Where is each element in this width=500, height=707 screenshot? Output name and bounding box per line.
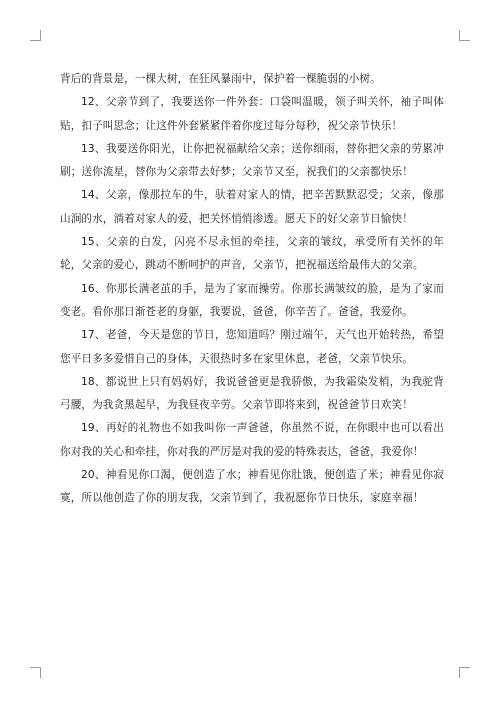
paragraph-continuation: 背后的背景是，一棵大树，在狂风暴雨中，保护着一棵脆弱的小树。 bbox=[60, 73, 381, 85]
document-body bbox=[60, 68, 444, 511]
paragraph-15: 15、父亲的白发，闪亮不尽永恒的牵挂，父亲的皱纹，承受所有关怀的年轮，父亲的爱心，跳动不断呵护的声音，父亲节，把祝福送给最伟大的父亲。 bbox=[60, 236, 444, 272]
paragraph-12: 12、父亲节到了，我要送你一件外套：口袋叫温暖，领子叫关怀，袖子叫体贴，扣子叫思念；让这件外套紧紧伴着你度过每分每秒，祝父亲节快乐！ bbox=[60, 96, 444, 132]
paragraph-17: 17、老爸，今天是您的节日，您知道吗？刚过端午，天气也开始转热，希望您平日多多爱惜自己的身体，天很热时多在家里休息，老爸，父亲节快乐。 bbox=[60, 329, 444, 365]
crop-mark-bottom-left bbox=[30, 667, 41, 678]
paragraph-13: 13、我要送你阳光，让你把祝福献给父亲；送你细雨，替你把父亲的劳累冲刷；送你流星，替你为父亲带去好梦；父亲节又至，祝我们的父亲都快乐！ bbox=[60, 142, 444, 179]
crop-mark-top-right bbox=[459, 30, 470, 41]
paragraph-20: 20、神看见你口渴，便创造了水；神看见你肚饿，便创造了米；神看见你寂寞，所以他创造了你的朋友我，父亲节到了，我祝愿你节日快乐，家庭幸福！ bbox=[60, 469, 444, 505]
paragraph-19: 19、再好的礼物也不如我叫你一声爸爸，你虽然不说，在你眼中也可以看出你对我的关心和牵挂，你对我的严厉是对我的爱的特殊表达，爸爸，我爱你！ bbox=[60, 422, 444, 458]
paragraph-18: 18、都说世上只有妈妈好，我说爸爸更是我骄傲，为我霜染发梢，为我驼背弓腰，为我贪黑起早，为我昼夜辛劳。父亲节即将来到，祝爸爸节日欢笑！ bbox=[60, 375, 444, 412]
crop-mark-top-left bbox=[30, 30, 41, 41]
crop-mark-bottom-right bbox=[459, 667, 470, 678]
paragraph-16: 16、你那长满老茧的手，是为了家而操劳。你那长满皱纹的脸，是为了家而变老。看你那日渐苍老的身躯，我要说，爸爸，你辛苦了。爸爸，我爱你。 bbox=[60, 282, 444, 318]
paragraph-14: 14、父亲，像那拉车的牛，驮着对家人的情，把辛苦默默忍受；父亲，像那山涧的水，淌着对家人的爱，把关怀悄悄渗透。愿天下的好父亲节日愉快！ bbox=[60, 189, 444, 225]
